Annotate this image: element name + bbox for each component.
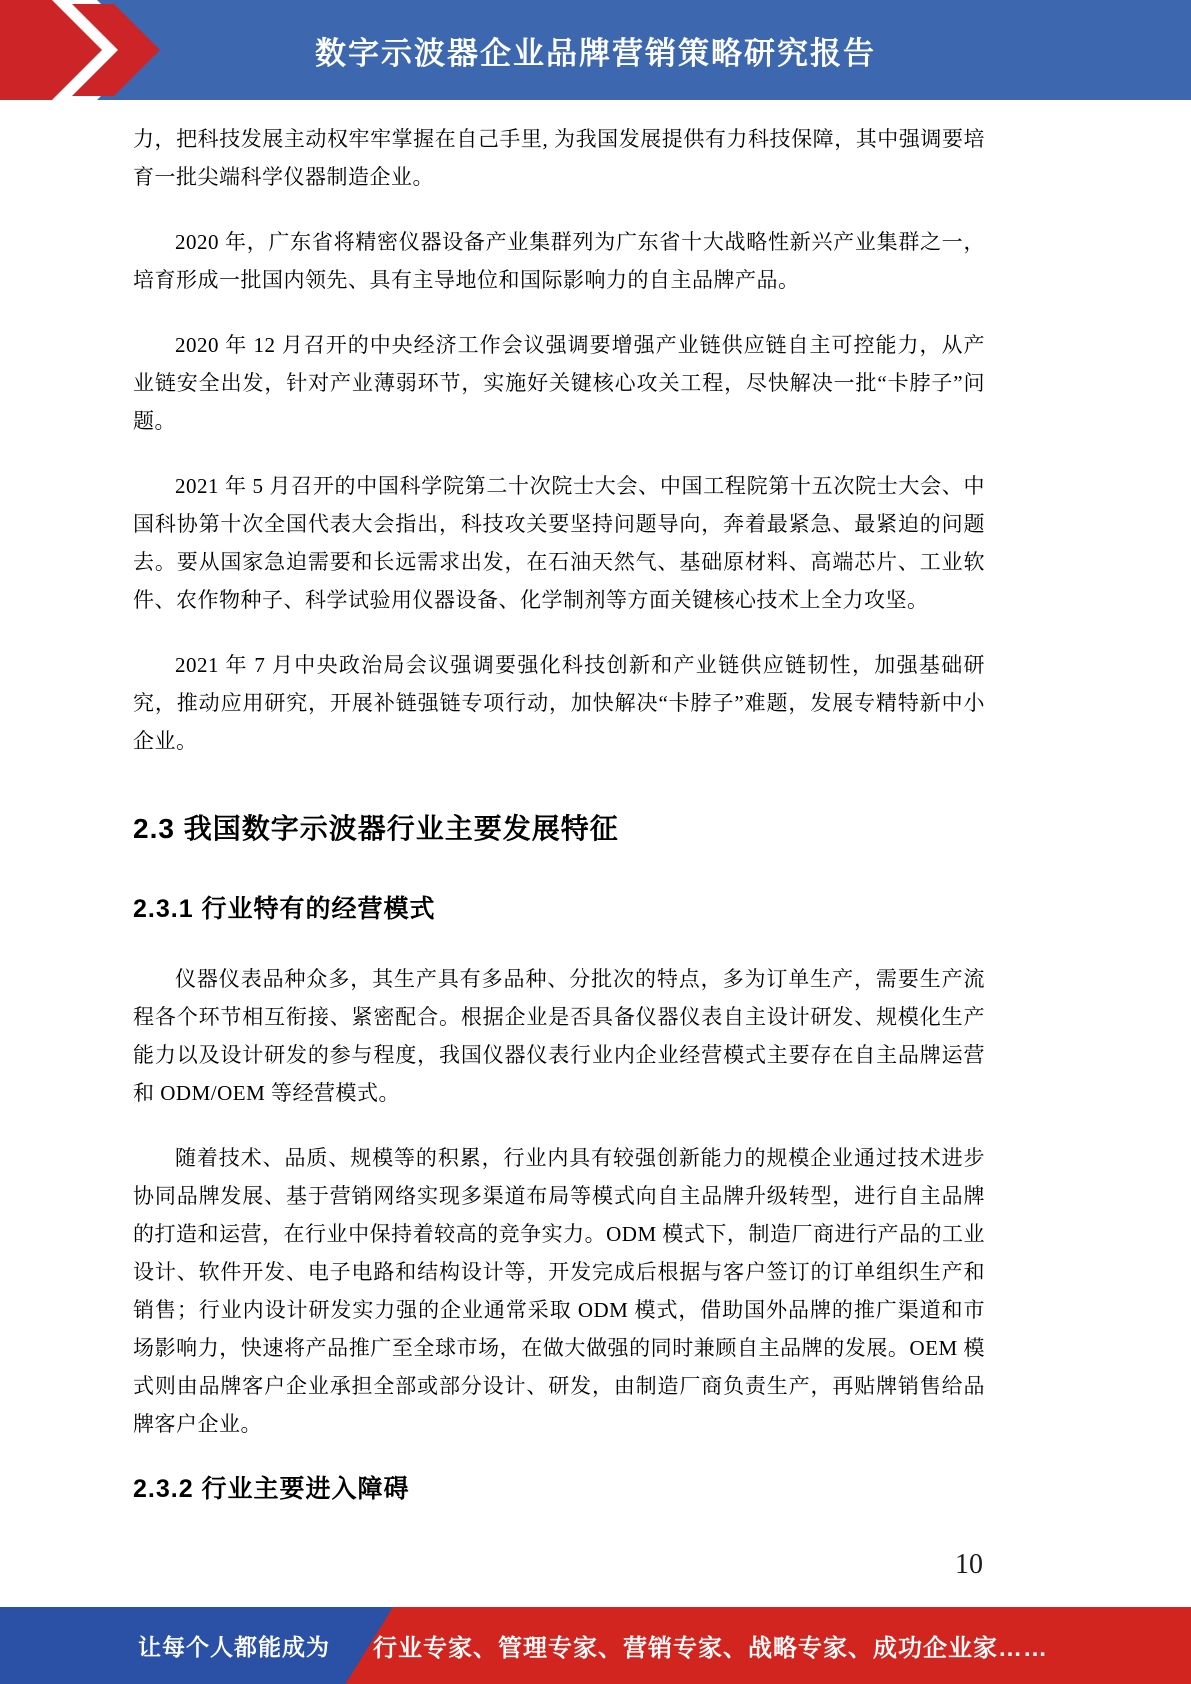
paragraph-2021-may: 2021 年 5 月召开的中国科学院第二十次院士大会、中国工程院第十五次院士大会、中国科协第十次全国代表大会指出，科技攻关要坚持问题导向，奔着最紧急、最紧迫的问题去。要从国家急迫需要和长远需求出发，在石油天然气、基础原材料、高端芯片、工业软件、农作物种子、科学试验用仪器设备、化学制剂等方面关键核心技术上全力攻坚。 xyxy=(133,474,985,612)
paragraph-2020-december: 2020 年 12 月召开的中央经济工作会议强调要增强产业链供应链自主可控能力，从产业链安全出发，针对产业薄弱环节，实施好关键核心攻关工程，尽快解决一批“卡脖子”问题。 xyxy=(133,333,985,433)
paragraph-business-model-2: 随着技术、品质、规模等的积累，行业内具有较强创新能力的规模企业通过技术进步协同品牌发展、基于营销网络实现多渠道布局等模式向自主品牌升级转型，进行自主品牌的打造和运营，在行业中保持着较高的竞争实力。ODM 模式下，制造厂商进行产品的工业设计、软件开发、电子电路和结构设计等，开发完成后根据与客户签订的订单组织生产和销售；行业内设计研发实力强的企业通常采取 ODM 模式，借助国外品牌的推广渠道和市场影响力，快速将产品推广至全球市场，在做大做强的同时兼顾自主品牌的发展。OEM 模式则由品牌客户企业承担全部或部分设计、研发，由制造厂商负责生产，再贴牌销售给品牌客户企业。 xyxy=(133,1146,985,1436)
paragraph-2021-july: 2021 年 7 月中央政治局会议强调要强化科技创新和产业链供应链韧性，加强基础研究，推动应用研究，开展补链强链专项行动，加快解决“卡脖子”难题，发展专精特新中小企业。 xyxy=(133,653,985,753)
subsection-heading-2-3-2: 2.3.2 行业主要进入障碍 xyxy=(133,1475,410,1503)
document-body xyxy=(133,120,985,1508)
footer-slogan-left: 让每个人都能成为 xyxy=(138,1634,330,1660)
page-number: 10 xyxy=(955,1549,983,1580)
paragraph-continuation: 力，把科技发展主动权牢牢掌握在自己手里, 为我国发展提供有力科技保障，其中强调要培育一批尖端科学仪器制造企业。 xyxy=(133,127,985,189)
report-title: 数字示波器企业品牌营销策略研究报告 xyxy=(315,35,876,71)
report-header xyxy=(0,0,1191,100)
subsection-heading-2-3-1: 2.3.1 行业特有的经营模式 xyxy=(133,895,436,923)
page-footer xyxy=(0,1607,1191,1684)
paragraph-2020-guangdong: 2020 年，广东省将精密仪器设备产业集群列为广东省十大战略性新兴产业集群之一，培育形成一批国内领先、具有主导地位和国际影响力的自主品牌产品。 xyxy=(133,230,985,292)
paragraph-business-model-1: 仪器仪表品种众多，其生产具有多品种、分批次的特点，多为订单生产，需要生产流程各个环节相互衔接、紧密配合。根据企业是否具备仪器仪表自主设计研发、规模化生产能力以及设计研发的参与程度，我国仪器仪表行业内企业经营模式主要存在自主品牌运营和 ODM/OEM 等经营模式。 xyxy=(133,967,985,1105)
section-heading-2-3: 2.3 我国数字示波器行业主要发展特征 xyxy=(133,813,619,844)
footer-slogan-right: 行业专家、管理专家、营销专家、战略专家、成功企业家…… xyxy=(373,1635,1048,1662)
